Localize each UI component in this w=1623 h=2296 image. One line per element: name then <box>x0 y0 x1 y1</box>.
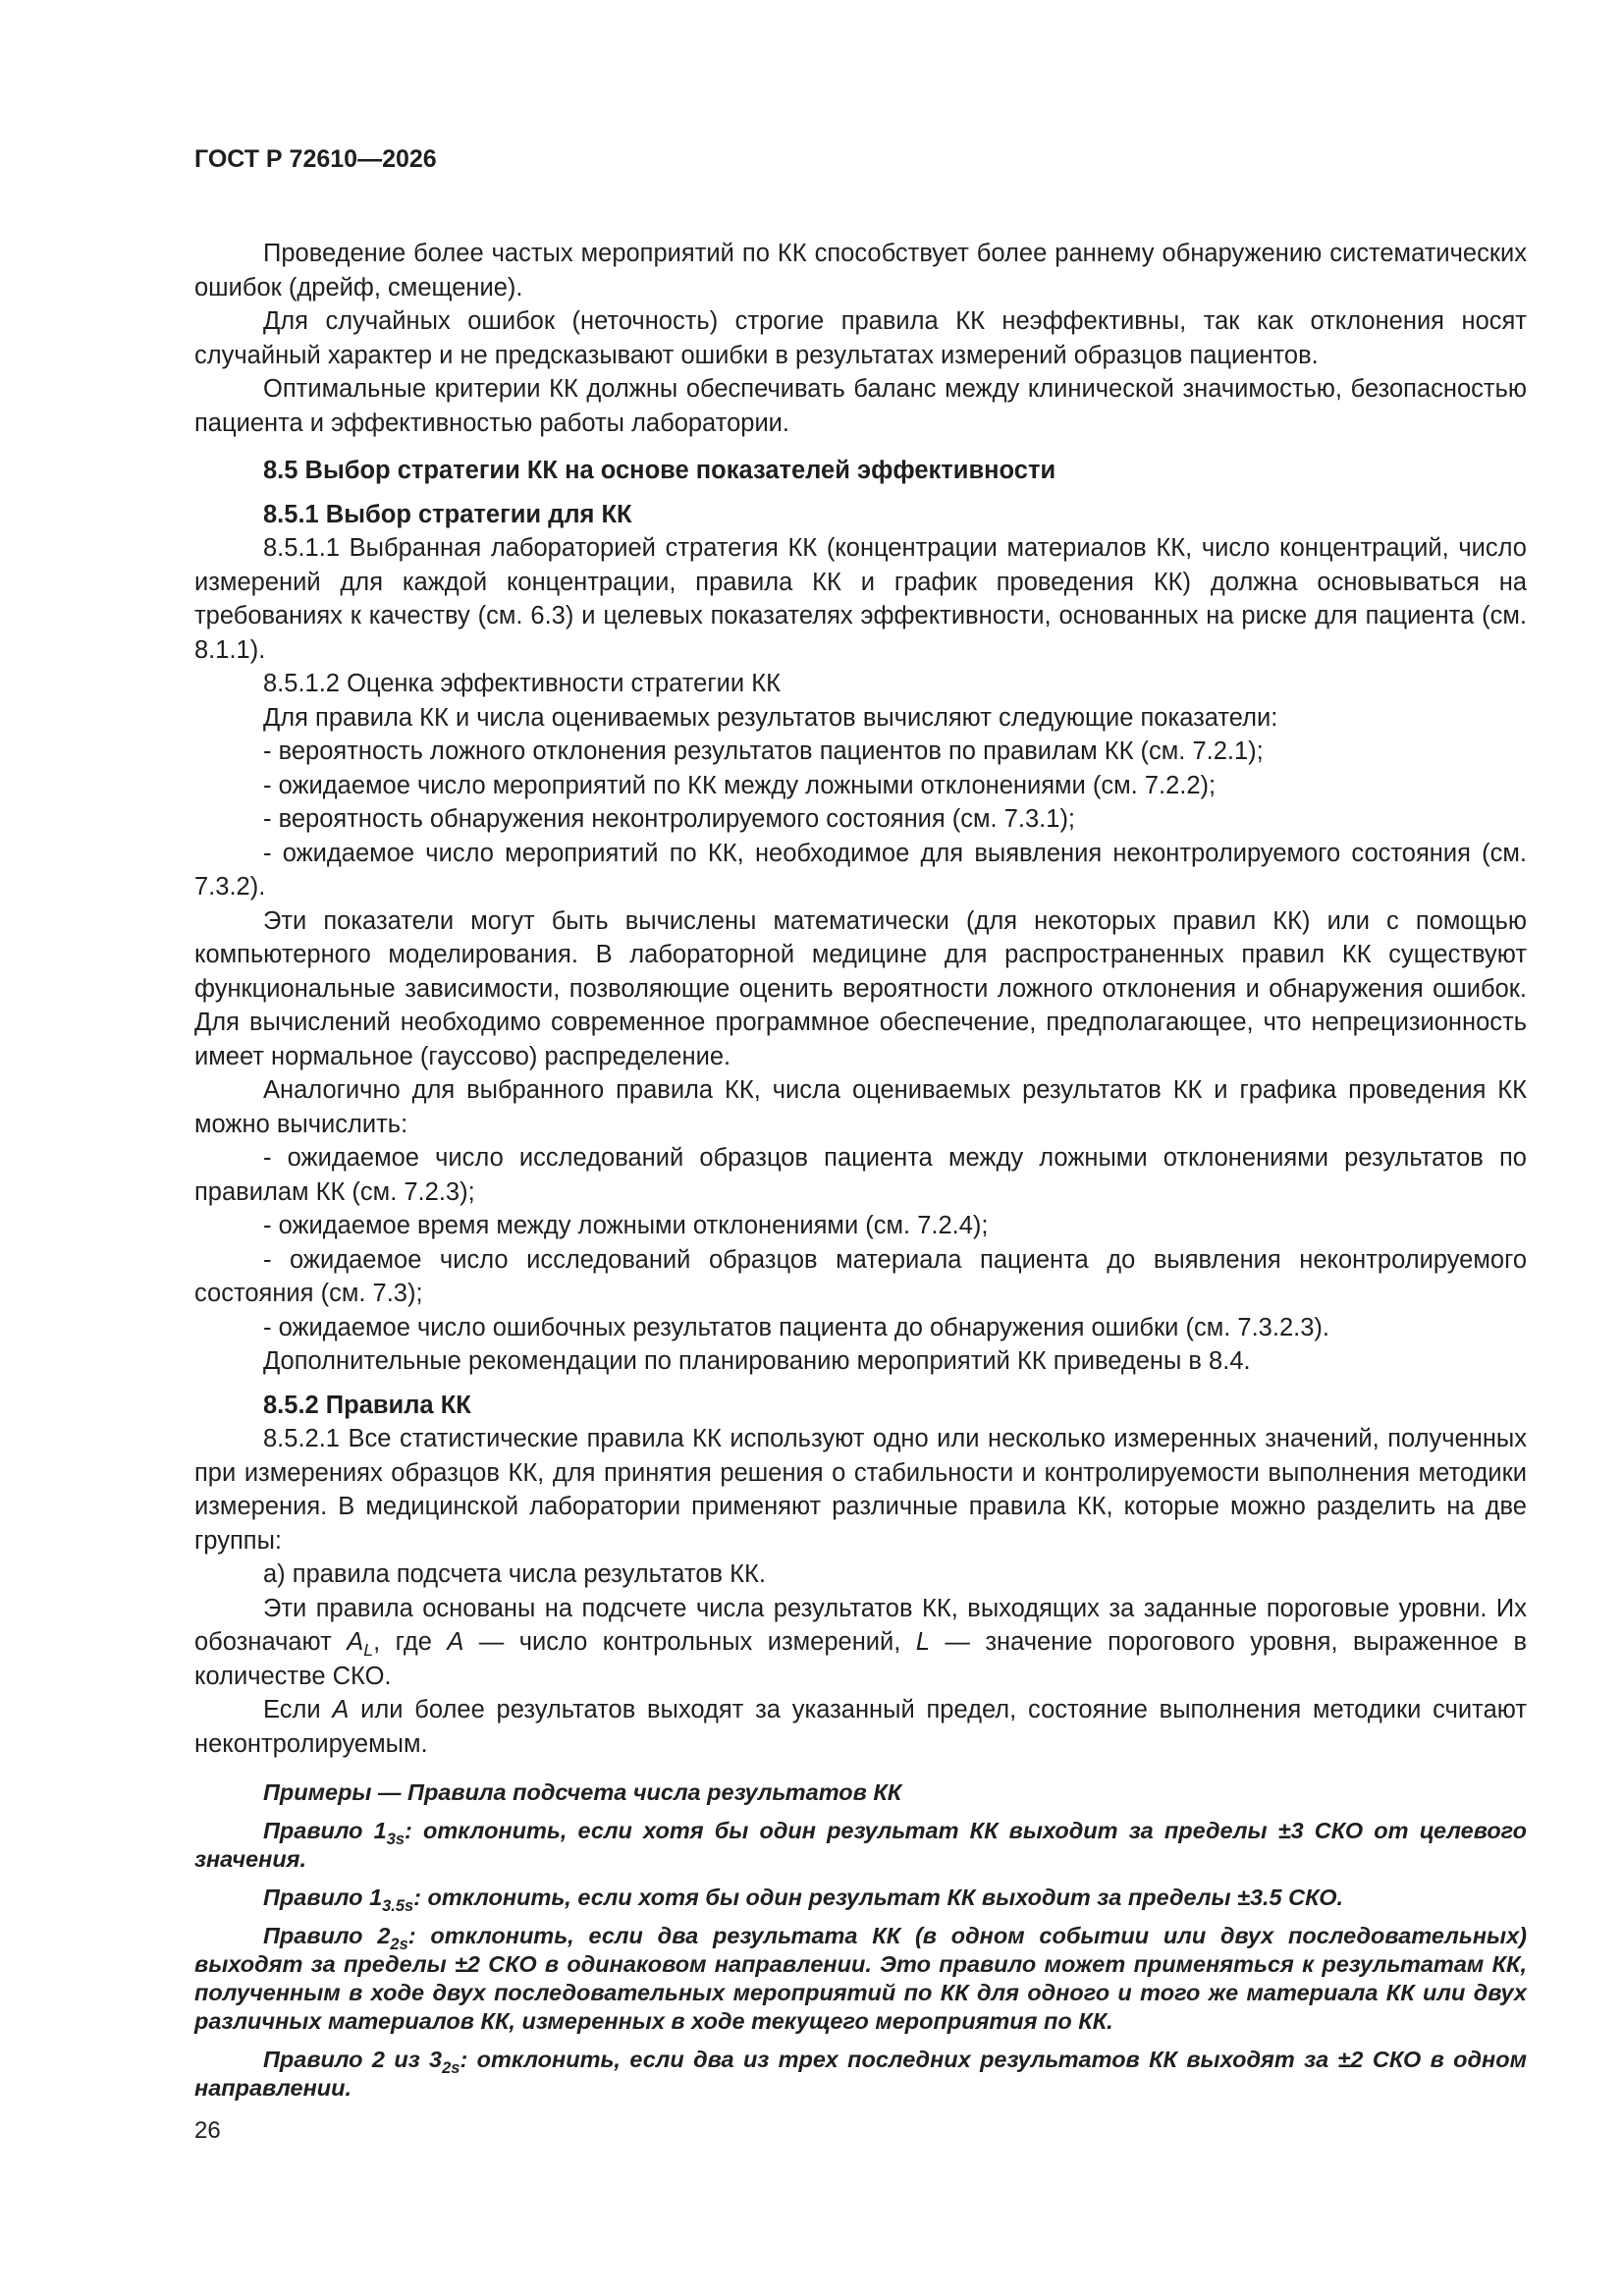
examples-title: Примеры — Правила подсчета числа результатов КК <box>263 1779 902 1805</box>
paragraph: 8.5.1.2 Оценка эффективности стратегии КК <box>263 670 781 697</box>
document-page <box>194 145 1527 2112</box>
rule-name: Правило 2 <box>263 1923 391 1948</box>
text-run: — значение порогового уровня, выраженное в количестве СКО. <box>194 1628 1527 1690</box>
paragraph: 8.5.1.1 Выбранная лабораторией стратегия КК (концентрации материалов КК, число концентраций, число измерений для каждой концентрации, правила КК и график проведения КК) должна основываться на требованиях к качеству (см. 6.3) и целевых показателях эффективности, основанных на риске для пациента (см. 8.1.1). <box>194 534 1527 664</box>
rule-subscript: 2s <box>390 1935 408 1953</box>
text-run: Эти правила основаны на подсчете числа результатов КК, выходящих за заданные пороговые уровни. Их обозначают <box>194 1594 1527 1656</box>
rule-text: : отклонить, если хотя бы один результат КК выходит за пределы ±3 СКО от целевого значения. <box>194 1818 1527 1872</box>
list-item: - ожидаемое число мероприятий по КК, необходимое для выявления неконтролируемого состояния (см. 7.3.2). <box>194 839 1527 901</box>
examples-block <box>194 1778 1527 2103</box>
symbol-l: L <box>363 1640 374 1661</box>
paragraph <box>194 1592 1527 1694</box>
symbol-a: A <box>347 1628 364 1656</box>
list-item: - ожидаемое число ошибочных результатов пациента до обнаружения ошибки (см. 7.3.2.3). <box>263 1313 1329 1341</box>
list-item: - ожидаемое время между ложными отклонениями (см. 7.2.4); <box>263 1212 989 1239</box>
rule-text: : отклонить, если два результата КК (в одном событии или двух последовательных) выходят за пределы ±2 СКО в одинаковом направлении. Это правило может применяться к результатам КК, полученным в ходе двух последовательных мероприятий по КК для одного и того же материала КК или двух различных материалов КК, измеренных в ходе текущего мероприятия по КК. <box>194 1923 1528 2034</box>
symbol-l: L <box>915 1628 930 1656</box>
paragraph: Оптимальные критерии КК должны обеспечивать баланс между клинической значимостью, безопасностью пациента и эффективностью работы лаборатории. <box>194 375 1527 437</box>
symbol-a: A <box>447 1628 464 1656</box>
rule-subscript: 3s <box>386 1830 406 1848</box>
list-item: а) правила подсчета числа результатов КК. <box>263 1560 766 1588</box>
rule-name: Правило 1 <box>263 1818 387 1843</box>
section-heading-8-5: 8.5 Выбор стратегии КК на основе показателей эффективности <box>263 457 1056 484</box>
paragraph: Для правила КК и числа оцениваемых результатов вычисляют следующие показатели: <box>263 703 1278 732</box>
document-header: ГОСТ Р 72610—2026 <box>194 145 437 173</box>
list-item: - ожидаемое число исследований образцов пациента между ложными отклонениями результатов по правилам КК (см. 7.2.3); <box>194 1144 1527 1206</box>
example-rule <box>194 1817 1527 1874</box>
text-run: Если <box>263 1696 333 1723</box>
rule-subscript: 3.5s <box>382 1896 414 1915</box>
rule-name: Правило 2 из 3 <box>263 2047 443 2072</box>
text-run: — число контрольных измерений, <box>463 1628 916 1656</box>
list-item: - ожидаемое число исследований образцов материала пациента до выявления неконтролируемого состояния (см. 7.3); <box>194 1245 1527 1307</box>
rule-name: Правило 1 <box>263 1885 383 1910</box>
section-heading-8-5-2: 8.5.2 Правила КК <box>263 1391 471 1419</box>
text-run: , где <box>373 1628 448 1656</box>
paragraph: Дополнительные рекомендации по планированию мероприятий КК приведены в 8.4. <box>263 1347 1251 1375</box>
paragraph: Для случайных ошибок (неточность) строгие правила КК неэффективны, так как отклонения носят случайный характер и не предсказывают ошибки в результатах измерений образцов пациентов. <box>194 307 1527 369</box>
paragraph <box>194 1693 1527 1761</box>
list-item: - вероятность обнаружения неконтролируемого состояния (см. 7.3.1); <box>263 805 1076 833</box>
section-heading-8-5-1: 8.5.1 Выбор стратегии для КК <box>263 500 632 528</box>
list-item: - вероятность ложного отклонения результатов пациентов по правилам КК (см. 7.2.1); <box>263 738 1264 765</box>
paragraph: 8.5.2.1 Все статистические правила КК используют одно или несколько измеренных значений, полученных при измерениях образцов КК, для принятия решения о стабильности и контролируемости выполнения методики измерения. В медицинской лаборатории применяют различные правила КК, которые можно разделить на две группы: <box>194 1425 1527 1555</box>
rule-subscript: 2s <box>442 2058 460 2077</box>
rule-text: : отклонить, если хотя бы один результат КК выходит за пределы ±3.5 СКО. <box>413 1885 1344 1910</box>
rule-text: : отклонить, если два из трех последних результатов КК выходят за ±2 СКО в одном направлении. <box>194 2047 1527 2101</box>
paragraph: Проведение более частых мероприятий по КК способствует более раннему обнаружению систематических ошибок (дрейф, смещение). <box>194 240 1527 301</box>
example-rule <box>194 1922 1527 2036</box>
symbol-a: A <box>332 1696 350 1723</box>
list-item: - ожидаемое число мероприятий по КК между ложными отклонениями (см. 7.2.2); <box>263 771 1217 799</box>
paragraph: Эти показатели могут быть вычислены математически (для некоторых правил КК) или с помощью компьютерного моделирования. В лабораторной медицине для распространенных правил КК существуют функциональные зависимости, позволяющие оценить вероятности ложного отклонения и обнаружения ошибок. Для вычислений необходимо современное программное обеспечение, предполагающее, что непрецизионность имеет нормальное (гауссово) распределение. <box>194 906 1527 1070</box>
example-rule <box>194 1884 1527 1915</box>
paragraph: Аналогично для выбранного правила КК, числа оцениваемых результатов КК и графика проведения КК можно вычислить: <box>194 1076 1527 1138</box>
example-rule <box>194 2046 1527 2103</box>
page-number: 26 <box>194 2117 221 2144</box>
text-run: или более результатов выходят за указанный предел, состояние выполнения методики считают неконтролируемым. <box>194 1696 1527 1758</box>
